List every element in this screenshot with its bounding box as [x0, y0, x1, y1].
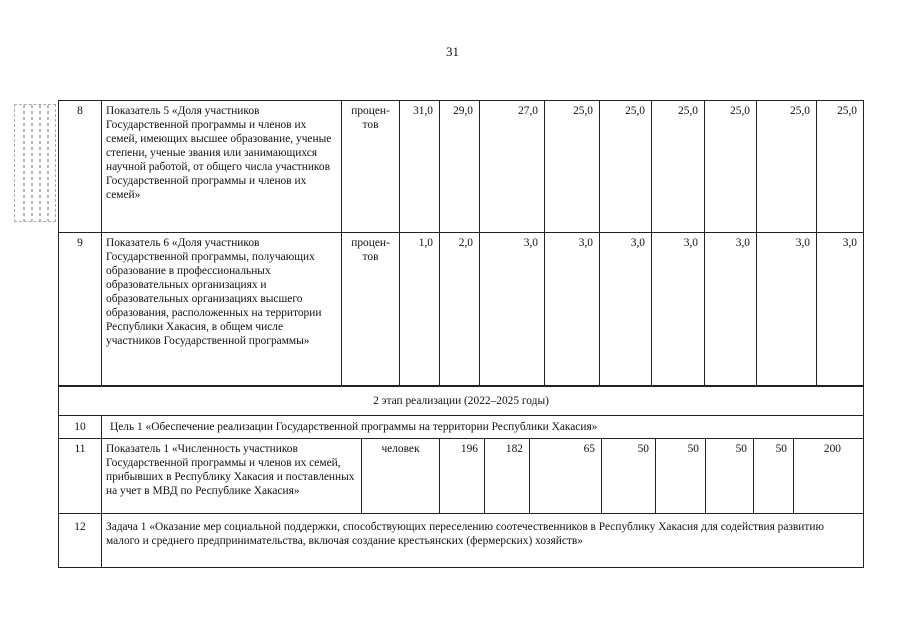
- indicators-table-top: [58, 100, 864, 386]
- side-stamp: [14, 104, 56, 222]
- value-cell: 182: [484, 439, 529, 514]
- indicators-table-bottom: [58, 386, 864, 568]
- value-cell: 31,0: [399, 101, 439, 232]
- value-cell: 3,0: [544, 233, 599, 387]
- stage-heading: 2 этап реализации (2022–2025 годы): [373, 395, 549, 407]
- value-cell: 25,0: [544, 101, 599, 232]
- value-cell: 3,0: [599, 233, 651, 387]
- table-row: [59, 101, 863, 232]
- value-cell: 50: [601, 439, 655, 514]
- task-text: Задача 1 «Оказание мер социальной поддержки, способствующих переселению соотечественников в Республику Хакасия для содействия развитию малого и среднего предпринимательства, включая создание крестьянских (фермерских) хозяйств»: [101, 514, 863, 568]
- value-cell: 50: [753, 439, 793, 514]
- table-row: [59, 438, 863, 514]
- row-number: 12: [74, 521, 86, 533]
- unit: процен-тов: [341, 233, 399, 387]
- value-cell: 25,0: [756, 101, 816, 232]
- value-cell: 65: [529, 439, 601, 514]
- value-cell: 3,0: [816, 233, 863, 387]
- indicator-name: Показатель 5 «Доля участников Государственной программы и членов их семей, имеющих высшее образование, ученые степени, ученые звания или занимающихся научной работой, от общего числа участников Государственной программы и членов их семей»: [101, 101, 341, 232]
- value-cell: 25,0: [599, 101, 651, 232]
- task-row: [59, 513, 863, 568]
- value-cell: 29,0: [439, 101, 479, 232]
- value-cell: 50: [655, 439, 705, 514]
- value-cell: 3,0: [756, 233, 816, 387]
- value-cell: 25,0: [651, 101, 704, 232]
- row-number: 8: [77, 105, 83, 117]
- value-cell: 2,0: [439, 233, 479, 387]
- row-number: 11: [74, 443, 86, 455]
- value-cell: 3,0: [479, 233, 544, 387]
- value-cell: 196: [439, 439, 484, 514]
- unit: человек: [361, 439, 439, 514]
- goal-row: [59, 415, 863, 439]
- value-cell: 25,0: [816, 101, 863, 232]
- unit: процен-тов: [341, 101, 399, 232]
- table-row: [59, 232, 863, 387]
- value-cell: 27,0: [479, 101, 544, 232]
- value-cell: 1,0: [399, 233, 439, 387]
- value-cell: 200: [793, 439, 863, 514]
- value-cell: 50: [705, 439, 753, 514]
- indicator-name: Показатель 1 «Численность участников Государственной программы и членов их семей, прибывших в Республику Хакасия и поставленных на учет в МВД по Республике Хакасия»: [101, 439, 361, 514]
- value-cell: 3,0: [651, 233, 704, 387]
- row-number: 10: [74, 421, 86, 433]
- value-cell: 25,0: [704, 101, 756, 232]
- page-number: 31: [446, 44, 459, 59]
- stage-heading-row: [59, 387, 863, 415]
- indicator-name: Показатель 6 «Доля участников Государственной программы, получающих образование в профессиональных образовательных организациях и образовательных организациях высшего образования, расположенных на территории Республики Хакасия, в общем числе участников Государственной программы»: [101, 233, 341, 387]
- row-number: 9: [77, 237, 83, 249]
- value-cell: 3,0: [704, 233, 756, 387]
- goal-text: Цель 1 «Обеспечение реализации Государственной программы на территории Республики Хакасия»: [101, 416, 863, 439]
